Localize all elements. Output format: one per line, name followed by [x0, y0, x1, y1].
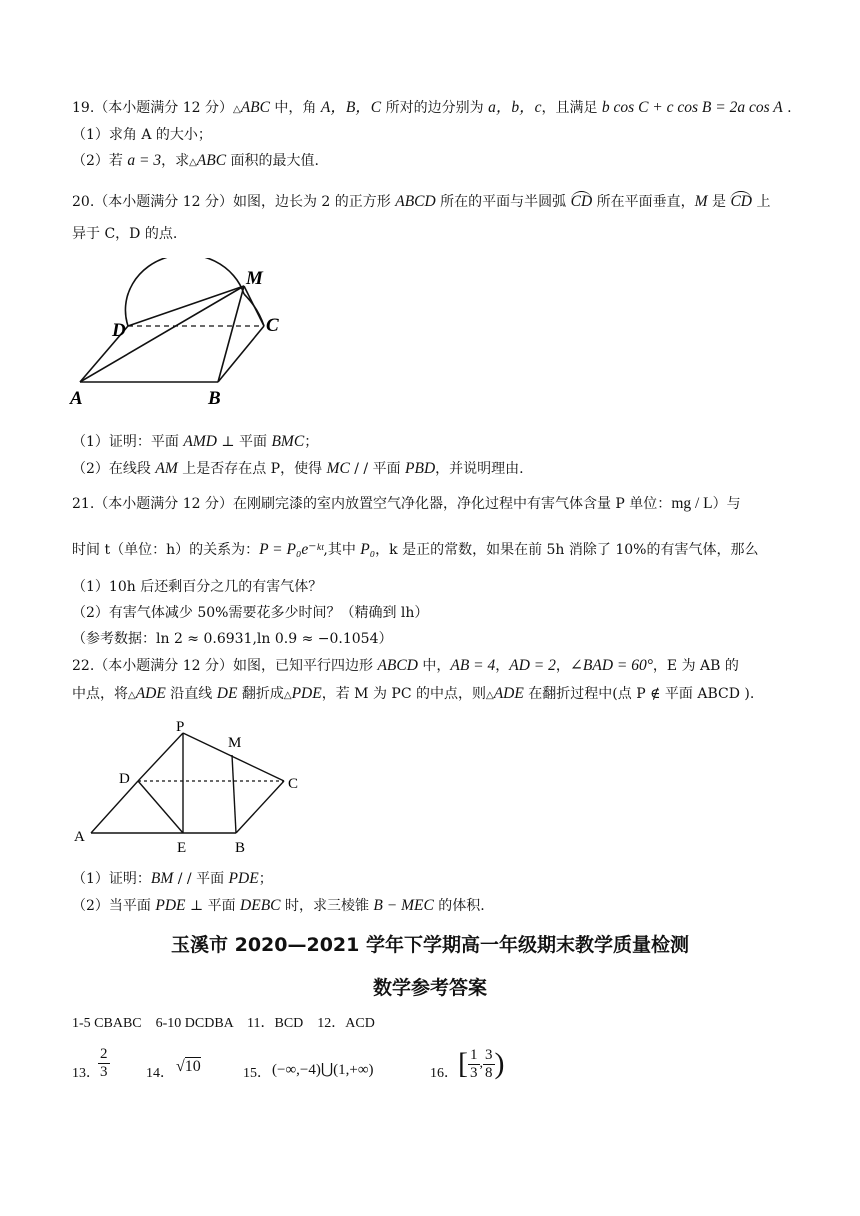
q22-part1 — [72, 869, 273, 889]
q19-text: 中，角 — [269, 100, 321, 116]
q21-part1: （1）10h 后还剩百分之几的有害气体？ — [72, 579, 323, 595]
q21-line2 — [72, 540, 758, 560]
label-d: D — [112, 320, 126, 341]
q22-part2 — [72, 896, 485, 916]
q20-p2c: 上是否存在点 P，使得 — [177, 461, 327, 477]
right-paren-icon: ) — [494, 1047, 505, 1080]
label-p: P — [176, 719, 185, 735]
label-d: D — [119, 771, 130, 787]
q21-l1a: 21.（本小题满分 12 分）在刚刷完漆的室内放置空气净化器，净化过程中有害气体含量 P 单位： — [72, 496, 672, 512]
q22-l2a: 中点，将 — [72, 686, 128, 702]
q20-l1g: 上 — [752, 194, 771, 210]
q20-p1d: BMC — [271, 433, 305, 450]
answer-16-fraction-1 — [468, 1047, 480, 1082]
q21-line1 — [72, 494, 741, 514]
q22-p2e: 时，求三棱锥 — [280, 898, 374, 914]
q19-line1 — [72, 98, 792, 120]
triangle-icon: △ — [486, 690, 494, 701]
q19-text2: 所对的边分别为 — [381, 100, 489, 116]
q21-formula: P = P₀e⁻ᵏᵗ — [259, 541, 324, 558]
label-a: A — [74, 829, 85, 845]
q20-part2 — [72, 459, 524, 479]
q20-p2g: ，并说明理由. — [435, 461, 524, 477]
q20-part1 — [72, 432, 318, 452]
q22-l2c: 沿直线 — [165, 686, 217, 702]
q19-abc: ABC — [240, 99, 270, 116]
answer-16-label: 16． — [430, 1066, 458, 1081]
q20-l1d: 所在平面垂直， — [592, 194, 695, 210]
q19-p2e: 面积的最大值. — [226, 153, 319, 169]
answer-16-num1: 1 — [470, 1046, 478, 1063]
q21-l1c: ）与 — [712, 496, 741, 512]
q22-p1e: ； — [258, 871, 273, 887]
q22-l2b: ADE — [135, 685, 166, 702]
edge-pd — [138, 733, 183, 781]
left-bracket-icon: [ — [458, 1047, 468, 1080]
edge-ma — [80, 286, 244, 382]
q22-p1b: BM — [150, 870, 174, 887]
label-m: M — [246, 268, 263, 289]
answer-13-den: 3 — [100, 1064, 108, 1080]
q20-p2b: AM — [155, 460, 178, 477]
q22-p2f: B − MEC — [373, 897, 434, 914]
answers-title: 玉溪市 2020—2021 学年下学期高一年级期末教学质量检测 — [171, 934, 689, 956]
answer-14-label: 14． — [146, 1066, 174, 1081]
answer-16-den2: 8 — [485, 1064, 493, 1081]
q21-l2c: ,其中 — [323, 542, 361, 558]
q20-l1a: 20.（本小题满分 12 分）如图，边长为 2 的正方形 — [72, 194, 396, 210]
q20-p2f: PBD — [405, 460, 436, 477]
q22-l1i: ，E 为 AB 的 — [652, 658, 739, 674]
q19-prefix: 19.（本小题满分 12 分） — [72, 100, 233, 116]
answers-subtitle: 数学参考答案 — [372, 977, 487, 999]
q19-text3: ，且满足 — [541, 100, 602, 116]
answer-13 — [98, 1046, 110, 1081]
q22-p2c: ⊥ 平面 — [185, 898, 241, 914]
comma: , — [479, 1056, 483, 1071]
answer-13-label: 13． — [72, 1066, 100, 1081]
label-a: A — [70, 388, 83, 408]
q22-p2d: DEBC — [240, 897, 281, 914]
mc-answers: 1-5 CBABC 6-10 DCDBA 11．BCD 12．ACD — [72, 1016, 375, 1031]
q21-l2e: ，k 是正的常数，如果在前 5h 消除了 10%的有害气体，那么 — [375, 542, 759, 558]
q20-p2e: / / 平面 — [349, 461, 406, 477]
sqrt-icon: √ — [176, 1058, 185, 1075]
edge-ad — [91, 781, 138, 833]
q22-p2g: 的体积. — [433, 898, 485, 914]
q19-p2a: （2）若 — [72, 153, 128, 169]
edge-mb — [232, 755, 236, 833]
answer-13-num: 2 — [100, 1046, 108, 1062]
arc-cd-1: CD — [570, 193, 593, 210]
answer-14-value: 10 — [184, 1058, 201, 1075]
edge-de — [138, 781, 183, 833]
triangle-icon: △ — [283, 690, 292, 701]
q21-l2a: 时间 t（单位：h）的关系为： — [72, 542, 260, 558]
edge-mb — [218, 286, 244, 382]
q22-l1c: 中， — [417, 658, 451, 674]
q19-end: . — [782, 100, 792, 116]
q21-part2: （2）有害气体减少 50%需要花多少时间？（精确到 lh） — [72, 605, 429, 621]
q19-p2b: a = 3 — [127, 152, 162, 169]
answer-13-fraction — [98, 1046, 110, 1081]
triangle-icon: △ — [232, 104, 241, 115]
q21-reference: （参考数据：ln 2 ≈ 0.6931,ln 0.9 ≈ −0.1054） — [72, 631, 393, 647]
q19-vertices: A，B，C — [320, 99, 382, 116]
label-e: E — [177, 840, 187, 856]
q20-diagram — [66, 258, 306, 408]
q22-l2f: PDE — [291, 685, 322, 702]
q22-angle: ∠BAD = 60° — [569, 657, 653, 674]
q19-part2 — [72, 151, 319, 173]
triangle-icon: △ — [128, 690, 136, 701]
q20-p2d: MC — [326, 460, 350, 477]
label-c: C — [266, 315, 279, 336]
answer-14 — [176, 1058, 201, 1076]
answer-16 — [458, 1044, 505, 1084]
q22-p2b: PDE — [155, 897, 186, 914]
q22-l1e: ， — [495, 658, 510, 674]
q22-diagram — [66, 715, 316, 860]
q22-p1d: PDE — [228, 870, 259, 887]
q20-p2a: （2）在线段 — [72, 461, 156, 477]
q19-sides: a，b，c — [488, 99, 542, 116]
q20-l1c: 所在的平面与半圆弧 — [435, 194, 571, 210]
q22-l1a: 22.（本小题满分 12 分）如图，已知平行四边形 — [72, 658, 378, 674]
q19-formula: b cos C + c cos B = 2a cos A — [601, 99, 783, 116]
q22-l1b: ABCD — [377, 657, 418, 674]
q22-l2h: ADE — [493, 685, 524, 702]
answer-15-label: 15． — [243, 1066, 271, 1081]
q22-l1g: ， — [555, 658, 570, 674]
q19-p2d: ABC — [196, 152, 227, 169]
q22-p2a: （2）当平面 — [72, 898, 156, 914]
q19-p2c: ，求 — [161, 153, 190, 169]
arc-cd-2: CD — [730, 193, 752, 210]
q22-ab: AB = 4 — [450, 657, 496, 674]
triangle-icon: △ — [189, 157, 197, 168]
answer-16-num2: 3 — [485, 1046, 493, 1063]
q19-part1: （1）求角 A 的大小； — [72, 127, 212, 143]
q20-l1b: ABCD — [395, 193, 436, 210]
q22-l2e: 翻折成 — [237, 686, 284, 702]
q20-line2: 异于 C，D 的点. — [72, 226, 178, 242]
label-b: B — [235, 840, 246, 856]
label-m: M — [228, 735, 242, 751]
q22-l2i: 在翻折过程中(点 P ∉ 平面 ABCD ). — [523, 686, 755, 702]
q22-l2d: DE — [216, 685, 238, 702]
q22-line2 — [72, 684, 754, 706]
label-c: C — [288, 776, 299, 792]
q22-p1a: （1）证明： — [72, 871, 151, 887]
q20-p1b: AMD — [183, 433, 217, 450]
q20-line1 — [72, 192, 770, 212]
q22-p1c: / / 平面 — [173, 871, 229, 887]
q20-l1e: M — [694, 193, 708, 210]
label-b: B — [208, 388, 221, 408]
q22-l2g: ，若 M 为 PC 的中点，则 — [321, 686, 486, 702]
edge-bc — [236, 781, 284, 833]
q20-p1e: ； — [304, 434, 319, 450]
q22-ad: AD = 2 — [509, 657, 556, 674]
q21-p0: P₀ — [360, 541, 376, 558]
answer-15: (−∞,−4)⋃(1,+∞) — [272, 1062, 374, 1078]
q20-p1c: ⊥ 平面 — [216, 434, 272, 450]
q22-figure — [66, 715, 316, 864]
answer-16-fraction-2 — [483, 1047, 495, 1082]
q20-figure — [66, 258, 306, 412]
q20-l1f: 是 — [707, 194, 731, 210]
q20-p1a: （1）证明：平面 — [72, 434, 184, 450]
edge-mc — [244, 286, 264, 326]
q21-unit: mg / L — [671, 495, 713, 512]
q22-line1 — [72, 656, 739, 676]
answer-16-den1: 3 — [470, 1064, 478, 1081]
